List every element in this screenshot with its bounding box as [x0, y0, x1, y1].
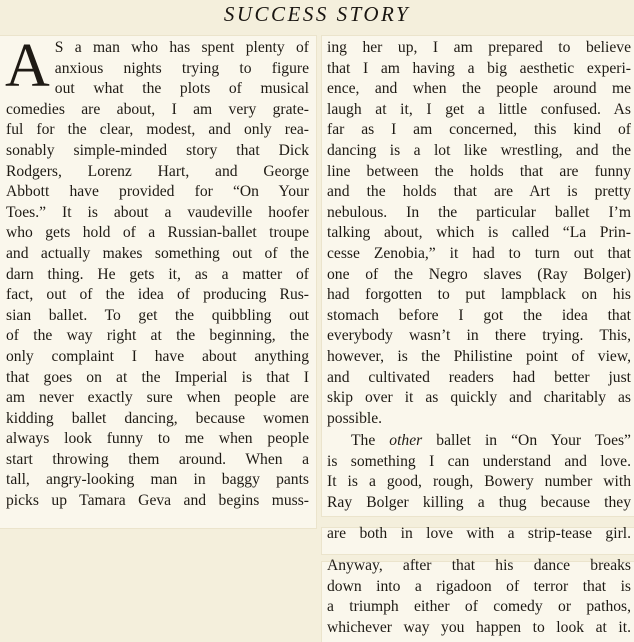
- text-line: possible.: [327, 409, 383, 427]
- text-line: skip over it as quickly and charitably as: [327, 389, 631, 407]
- text-line: dancing is a lot like wrestling, and the: [327, 141, 631, 159]
- text-line: ing her up, I am prepared to believe: [327, 39, 631, 56]
- article-title: SUCCESS STORY: [223, 2, 411, 26]
- text-line: ful for the clear, modest, and only rea-: [6, 121, 309, 139]
- text-line: nebulous. In the particular ballet I’m: [327, 203, 631, 221]
- text-line: talking about, which is called “La Prin-: [327, 224, 631, 242]
- text-line: a triumph either of comedy or pathos,: [327, 598, 631, 616]
- text-line: far as I am concerned, this kind of: [327, 121, 631, 139]
- right-paragraph-2: [327, 452, 631, 514]
- text-line: whichever way you happen to look at it.: [327, 619, 631, 637]
- text-line: start throwing them around. When a: [6, 450, 309, 468]
- text-line: Anyway, after that his dance breaks: [327, 557, 631, 575]
- text-line: line between the holds that are funny: [327, 162, 631, 180]
- text-line: picks up Tamara Geva and begins muss-: [6, 492, 309, 510]
- text-line: comedies are about, I am very grate-: [6, 100, 309, 118]
- text-line: sian ballet. To get the quibbling out: [6, 306, 309, 324]
- text-line: Rodgers, Lorenz Hart, and George: [6, 162, 309, 180]
- text-line: out what the plots of musical: [54, 80, 309, 98]
- text-line: and the holds that are Art is pretty: [327, 183, 631, 201]
- text-line: anxious nights trying to figure: [54, 59, 309, 77]
- text-line: am never exactly sure when people are: [6, 389, 309, 407]
- text-line: laugh at it, I get a little confused. As: [327, 100, 631, 118]
- text-line: however, is the Philistine point of view,: [327, 347, 631, 365]
- text-line: down into a rigadoon of terror that is: [327, 577, 631, 595]
- left-body: [6, 100, 309, 512]
- text-line: tall, angry-looking man in baggy pants: [6, 471, 309, 489]
- text-line: stomach before I got the idea that: [327, 306, 631, 324]
- text-line: had forgotten to put lampblack on his: [327, 286, 631, 304]
- text-line: cesse Zenobia,” it had to turn out that: [327, 244, 631, 262]
- text-line: kidding ballet dancing, because women: [6, 409, 309, 427]
- text-line: everybody wasn’t in there trying. This,: [327, 327, 631, 345]
- text-line: only complaint I have about anything: [6, 347, 309, 365]
- right-paragraph-2-end: are both in love with a strip-tease girl.: [327, 524, 631, 542]
- text-line: darn thing. He gets it, as a matter of: [6, 265, 309, 283]
- text-line: fact, out of the idea of producing Rus-: [6, 286, 309, 304]
- text-line: one of the Negro slaves (Ray Bolger): [327, 265, 631, 283]
- right-column: [327, 38, 631, 639]
- left-column: [5, 32, 309, 512]
- text-line: who gets hold of a Russian-ballet troupe: [6, 224, 309, 242]
- text-line: always look funny to me when people: [6, 430, 309, 448]
- right-paragraph-1: [327, 38, 631, 429]
- text-line: Abbott have provided for “On Your: [6, 183, 309, 201]
- text-line: ence, and when the people around me: [327, 80, 631, 98]
- text-line: and cultivated readers had better just: [327, 368, 631, 386]
- right-paragraph-2-first-line: The other ballet in “On Your Toes”: [351, 432, 631, 450]
- text-line: Ray Bolger killing a thug because they: [327, 494, 631, 512]
- right-paragraph-3: [327, 556, 631, 638]
- text-line: Toes.” It is about a vaudeville hoofer: [6, 203, 309, 221]
- text-line: that I am having a big aesthetic experi-: [327, 59, 631, 77]
- text-line: S a man who has spent plenty of: [54, 39, 309, 56]
- text-line: and actually makes something out of the: [6, 244, 309, 262]
- text-line: sonably simple-minded story that Dick: [6, 141, 309, 159]
- text-line: It is a good, rough, Bowery number with: [327, 473, 631, 491]
- drop-cap: A: [5, 32, 50, 100]
- text-line: is something I can understand and love.: [327, 452, 631, 470]
- text-line: of the way right at the beginning, the: [6, 327, 309, 345]
- left-first-lines: [5, 32, 309, 100]
- text-line: that goes on at the Imperial is that I: [6, 368, 309, 386]
